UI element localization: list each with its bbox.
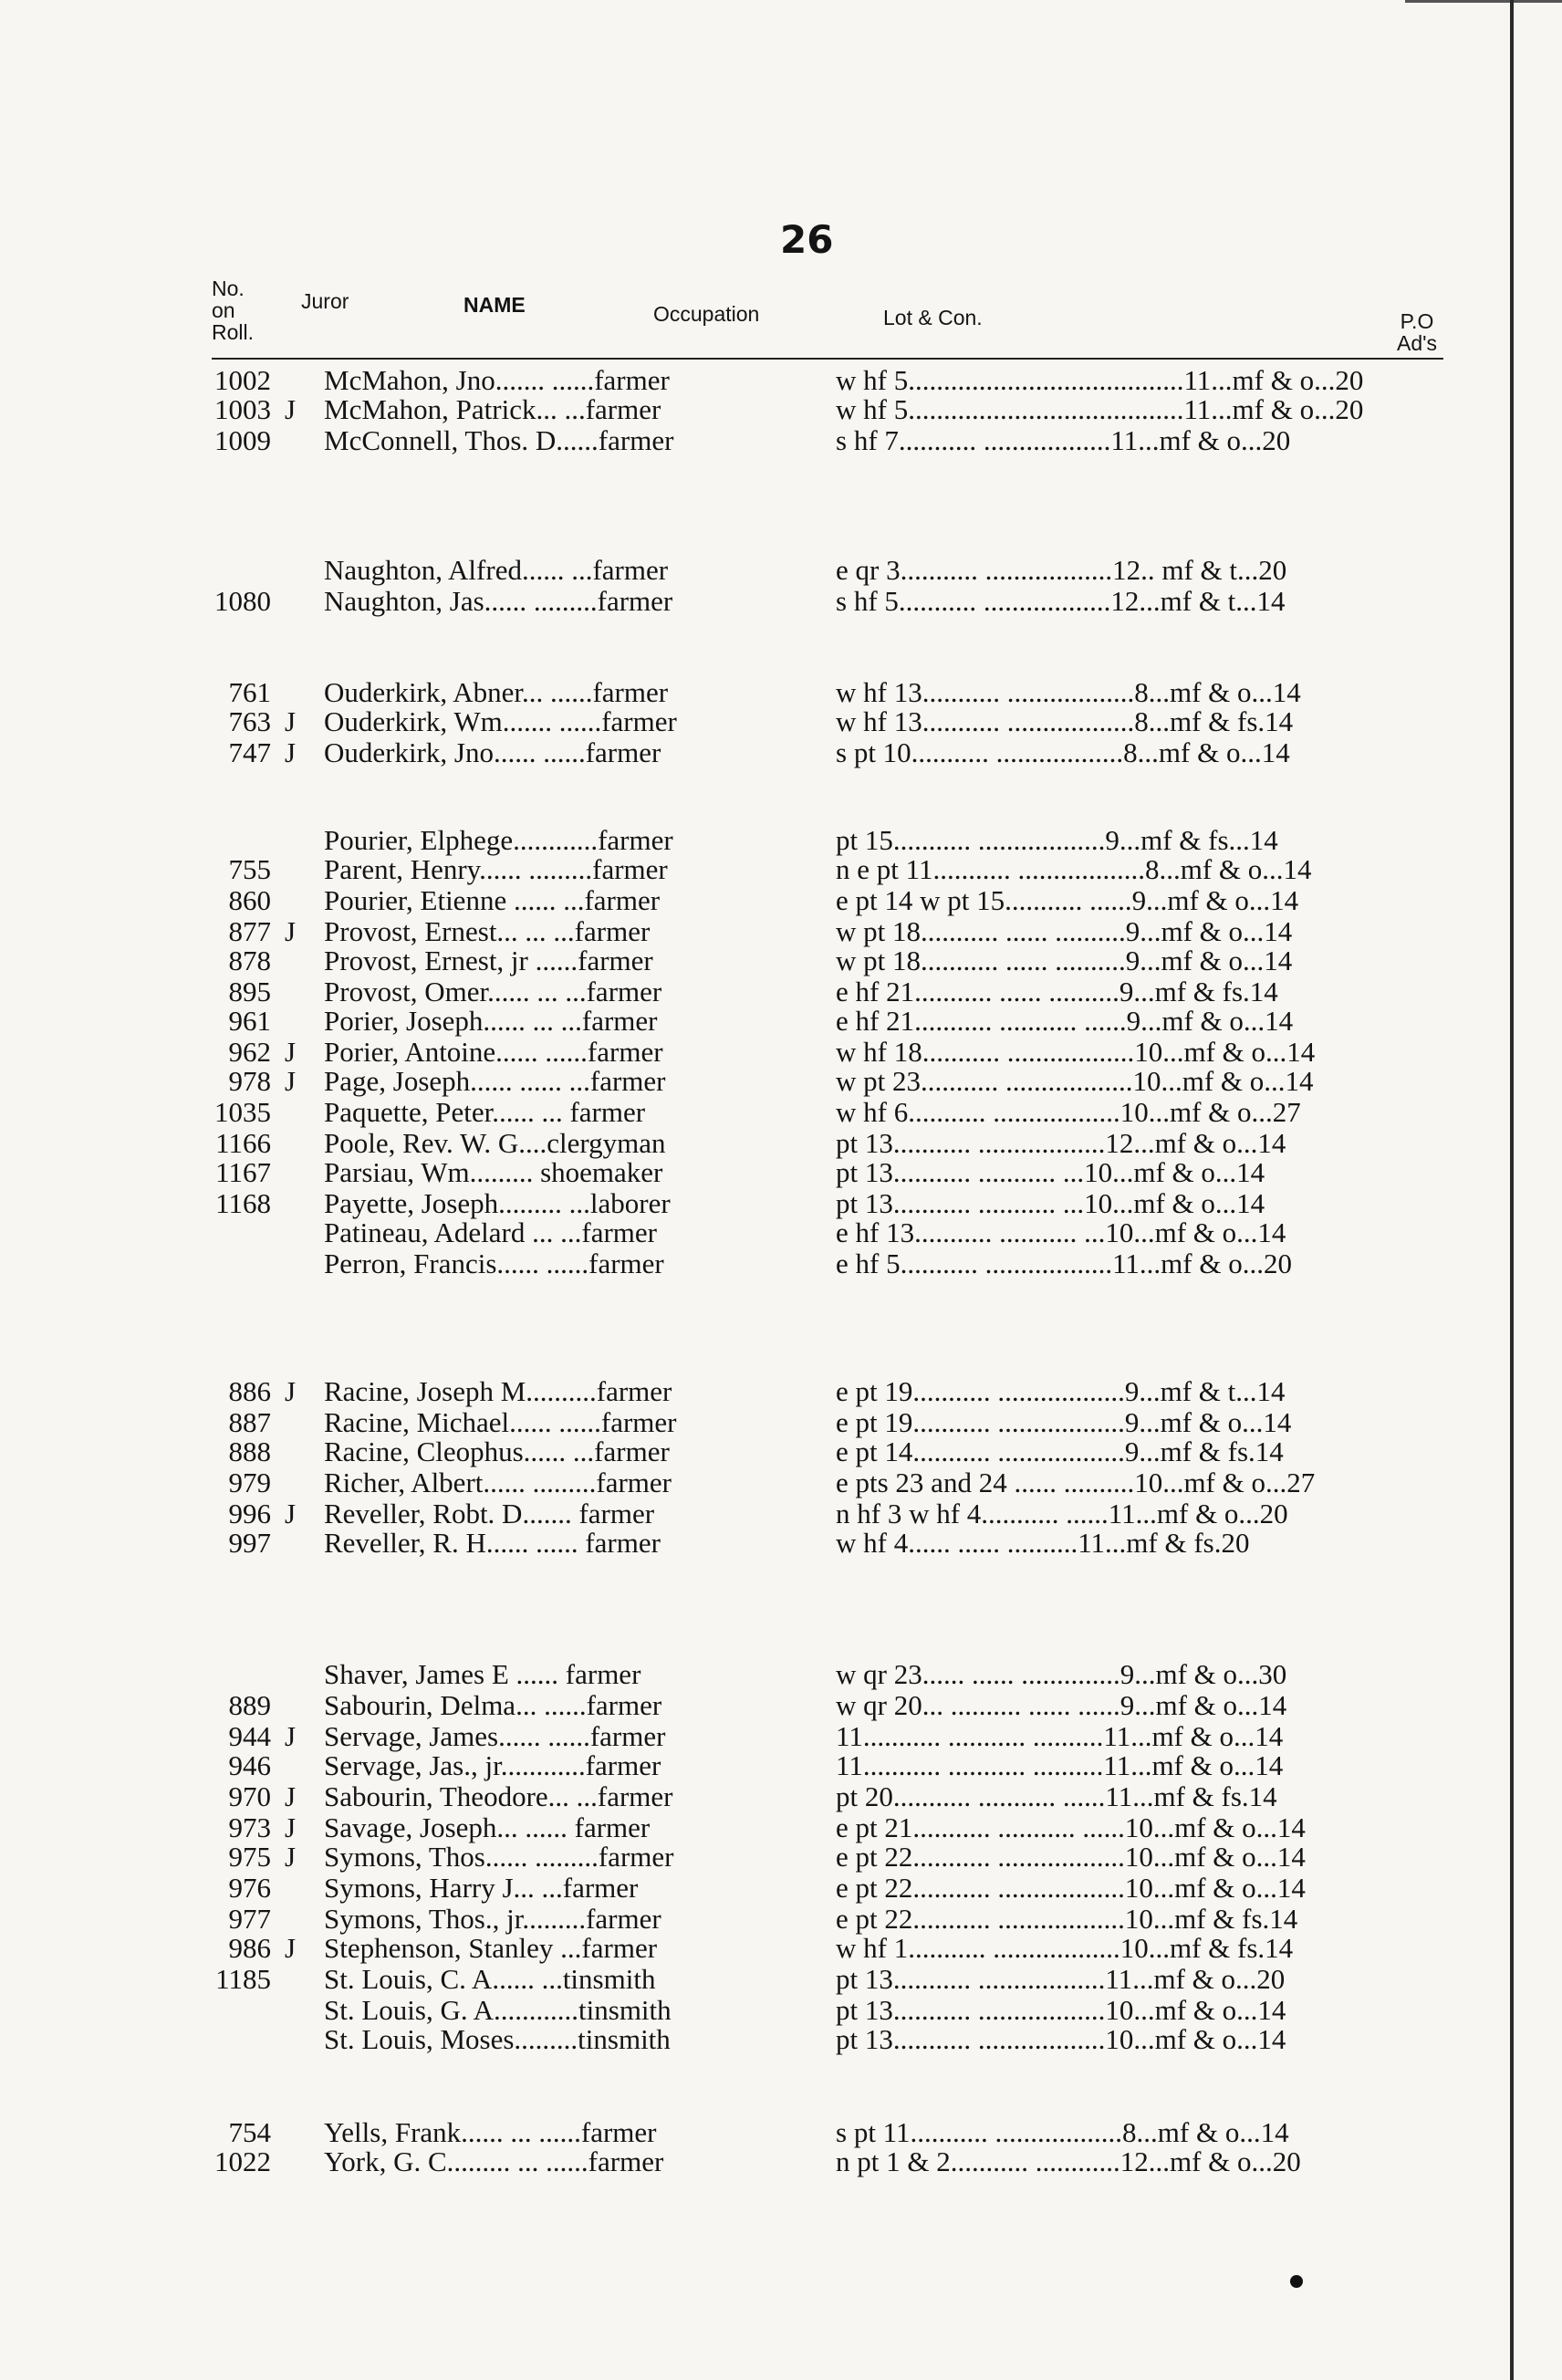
entry-name: Sabourin, Theodore... ...farmer (324, 1780, 673, 1812)
entry-lot-con: e pt 22........... ..................10...mf & o...14 (836, 1872, 1306, 1904)
entry-juror-mark: J (285, 1036, 297, 1068)
entry-juror-mark: J (285, 915, 297, 947)
entry-lot-con: pt 13........... ..................12...mf & o...14 (836, 1127, 1286, 1159)
entry-name: Perron, Francis...... ......farmer (324, 1247, 664, 1279)
entry-lot-con: e pts 23 and 24 ...... ..........10...mf & o...27 (836, 1467, 1316, 1498)
entry-roll-number: 747 (228, 736, 271, 768)
entry-name: McMahon, Jno....... ......farmer (324, 364, 670, 396)
entry-lot-con: e pt 19........... ..................9...mf & t...14 (836, 1375, 1286, 1407)
list-item (0, 1097, 1562, 1128)
list-item (0, 394, 1562, 425)
entry-juror-mark: J (285, 1720, 297, 1752)
entry-lot-con: s pt 11........... ..................8...mf & o...14 (836, 2116, 1289, 2148)
entry-roll-number: 860 (228, 884, 271, 916)
entry-name: Naughton, Jas...... .........farmer (324, 585, 673, 617)
entry-lot-con: n pt 1 & 2........... ............12...mf & o...20 (836, 2145, 1301, 2177)
entry-name: Ouderkirk, Jno...... ......farmer (324, 736, 661, 768)
entry-name: Yells, Frank...... ... ......farmer (324, 2116, 657, 2148)
entry-roll-number: 961 (228, 1005, 271, 1037)
entry-lot-con: e qr 3........... ..................12.. mf & t...20 (836, 554, 1287, 586)
entry-lot-con: e hf 13........... ........... ...10...mf & o...14 (836, 1216, 1286, 1248)
list-item (0, 1066, 1562, 1097)
list-item (0, 885, 1562, 916)
list-item (0, 2117, 1562, 2148)
entry-juror-mark: J (285, 1498, 297, 1529)
entry-name: St. Louis, G. A............tinsmith (324, 1994, 672, 2026)
entry-roll-number: 1166 (215, 1127, 271, 1159)
entry-juror-mark: J (285, 1375, 297, 1407)
entry-roll-number: 1009 (214, 424, 271, 456)
entry-name: Provost, Ernest, jr ......farmer (324, 945, 653, 976)
entry-name: Servage, James...... ......farmer (324, 1720, 666, 1752)
list-item (0, 1436, 1562, 1467)
header-occupation: Occupation (653, 302, 760, 326)
header-rule (212, 358, 1443, 360)
entry-roll-number: 886 (228, 1375, 271, 1407)
entry-name: Payette, Joseph......... ...laborer (324, 1187, 671, 1219)
list-item (0, 825, 1562, 856)
entry-lot-con: e hf 21........... ........... ......9...mf & o...14 (836, 1005, 1294, 1037)
entry-roll-number: 763 (228, 705, 271, 737)
list-item (0, 1933, 1562, 1964)
entry-juror-mark: J (285, 736, 297, 768)
entry-name: Paquette, Peter...... ... farmer (324, 1096, 646, 1128)
list-item (0, 1157, 1562, 1188)
entry-lot-con: 11........... ........... ..........11...mf & o...14 (836, 1720, 1284, 1752)
list-item (0, 976, 1562, 1007)
entry-lot-con: w hf 6........... ..................10...mf & o...27 (836, 1096, 1301, 1128)
entry-roll-number: 970 (228, 1780, 271, 1812)
entry-roll-number: 1003 (214, 393, 271, 425)
entry-name: Patineau, Adelard ... ...farmer (324, 1216, 657, 1248)
entry-roll-number: 895 (228, 976, 271, 1007)
entry-juror-mark: J (285, 1780, 297, 1812)
entry-lot-con: w pt 18........... ...... ..........9...mf & o...14 (836, 915, 1293, 947)
entry-roll-number: 1035 (214, 1096, 271, 1128)
entry-roll-number: 977 (228, 1903, 271, 1935)
entry-juror-mark: J (285, 1841, 297, 1873)
list-item (0, 1904, 1562, 1935)
list-item (0, 706, 1562, 737)
list-item (0, 1188, 1562, 1219)
entry-name: Symons, Thos., jr.........farmer (324, 1903, 661, 1935)
entry-name: Provost, Omer...... ... ...farmer (324, 976, 662, 1007)
entry-lot-con: e hf 5........... ..................11...mf & o...20 (836, 1247, 1292, 1279)
list-item (0, 555, 1562, 586)
entry-lot-con: s pt 10........... ..................8...mf & o...14 (836, 736, 1290, 768)
list-item (0, 2146, 1562, 2177)
entry-lot-con: pt 15........... ..................9...mf & fs...14 (836, 824, 1278, 856)
entry-lot-con: e pt 14........... ..................9...mf & fs.14 (836, 1435, 1284, 1467)
header-roll: No. on Roll. (212, 277, 255, 344)
entry-name: Stephenson, Stanley ...farmer (324, 1932, 658, 1964)
entry-name: Parsiau, Wm......... shoemaker (324, 1156, 663, 1188)
entry-roll-number: 975 (228, 1841, 271, 1873)
list-item (0, 1128, 1562, 1159)
ink-dot (1290, 2275, 1303, 2288)
list-item (0, 1964, 1562, 1995)
entry-name: Porier, Joseph...... ... ...farmer (324, 1005, 658, 1037)
list-item (0, 2024, 1562, 2055)
entry-name: Symons, Harry J... ...farmer (324, 1872, 639, 1904)
list-item (0, 1812, 1562, 1843)
entry-name: St. Louis, C. A...... ...tinsmith (324, 1963, 656, 1995)
entry-lot-con: pt 13........... ..................10...mf & o...14 (836, 2023, 1286, 2055)
list-item (0, 854, 1562, 885)
entry-roll-number: 887 (228, 1406, 271, 1438)
entry-name: Ouderkirk, Abner... ......farmer (324, 676, 669, 708)
header-lot-con: Lot & Con. (883, 306, 983, 329)
list-item (0, 1690, 1562, 1721)
list-item (0, 945, 1562, 976)
entry-name: Sabourin, Delma... ......farmer (324, 1689, 662, 1721)
entry-roll-number: 996 (228, 1498, 271, 1529)
entry-name: Parent, Henry...... .........farmer (324, 853, 668, 885)
entry-roll-number: 1167 (215, 1156, 271, 1188)
list-item (0, 1781, 1562, 1812)
entry-roll-number: 973 (228, 1811, 271, 1843)
list-item (0, 737, 1562, 768)
list-item (0, 586, 1562, 617)
entry-roll-number: 997 (228, 1527, 271, 1559)
entry-lot-con: w hf 4...... ...... ..........11...mf & fs.20 (836, 1527, 1250, 1559)
entry-juror-mark: J (285, 705, 297, 737)
entry-name: York, G. C......... ... ......farmer (324, 2145, 664, 2177)
entry-roll-number: 1080 (214, 585, 271, 617)
entry-name: McMahon, Patrick... ...farmer (324, 393, 661, 425)
entry-roll-number: 878 (228, 945, 271, 976)
entry-lot-con: w pt 23........... ..................10...mf & o...14 (836, 1065, 1314, 1097)
entry-lot-con: e pt 22........... ..................10...mf & o...14 (836, 1841, 1306, 1873)
entry-lot-con: w qr 23...... ...... ..............9...mf & o...30 (836, 1658, 1287, 1690)
list-item (0, 677, 1562, 708)
entry-lot-con: w hf 18........... ..................10...mf & o...14 (836, 1036, 1316, 1068)
entry-juror-mark: J (285, 393, 297, 425)
entry-roll-number: 946 (228, 1749, 271, 1781)
entry-roll-number: 1168 (215, 1187, 271, 1219)
list-item (0, 1217, 1562, 1248)
entry-lot-con: n e pt 11........... ..................8...mf & o...14 (836, 853, 1312, 885)
entry-roll-number: 755 (228, 853, 271, 885)
list-item (0, 1995, 1562, 2026)
entry-name: Racine, Cleophus...... ...farmer (324, 1435, 670, 1467)
entry-name: Ouderkirk, Wm....... ......farmer (324, 705, 677, 737)
entry-lot-con: w hf 1........... ..................10...mf & fs.14 (836, 1932, 1294, 1964)
entry-name: Savage, Joseph... ...... farmer (324, 1811, 651, 1843)
entry-name: Provost, Ernest... ... ...farmer (324, 915, 651, 947)
entry-lot-con: e pt 19........... ..................9...mf & o...14 (836, 1406, 1292, 1438)
entry-lot-con: pt 20........... ........... ......11...mf & fs.14 (836, 1780, 1277, 1812)
entry-roll-number: 986 (228, 1932, 271, 1964)
entry-name: McConnell, Thos. D......farmer (324, 424, 674, 456)
entry-roll-number: 877 (228, 915, 271, 947)
page-edge-rule (1405, 0, 1562, 3)
entry-lot-con: pt 13........... ..................11...mf & o...20 (836, 1963, 1286, 1995)
list-item (0, 365, 1562, 396)
entry-roll-number: 979 (228, 1467, 271, 1498)
entry-name: Reveller, R. H...... ...... farmer (324, 1527, 661, 1559)
entry-name: Symons, Thos...... .........farmer (324, 1841, 674, 1873)
entry-lot-con: w pt 18........... ...... ..........9...mf & o...14 (836, 945, 1293, 976)
entry-lot-con: w hf 13........... ..................8...mf & fs.14 (836, 705, 1294, 737)
list-item (0, 1659, 1562, 1690)
entry-lot-con: e pt 21........... ........... ......10...mf & o...14 (836, 1811, 1306, 1843)
entry-lot-con: w qr 20... .......... ...... ......9...mf & o...14 (836, 1689, 1287, 1721)
list-item (0, 1721, 1562, 1752)
entry-roll-number: 888 (228, 1435, 271, 1467)
header-name: NAME (463, 293, 526, 317)
list-item (0, 916, 1562, 947)
list-item (0, 1467, 1562, 1498)
entry-name: Page, Joseph...... ...... ...farmer (324, 1065, 666, 1097)
entry-name: St. Louis, Moses.........tinsmith (324, 2023, 671, 2055)
entry-lot-con: s hf 5........... ..................12...mf & t...14 (836, 585, 1286, 617)
entry-roll-number: 761 (228, 676, 271, 708)
entry-roll-number: 1022 (214, 2145, 271, 2177)
list-item (0, 1407, 1562, 1438)
entry-name: Racine, Michael...... ......farmer (324, 1406, 677, 1438)
entry-roll-number: 978 (228, 1065, 271, 1097)
list-item (0, 1528, 1562, 1559)
entry-roll-number: 944 (228, 1720, 271, 1752)
entry-name: Servage, Jas., jr............farmer (324, 1749, 661, 1781)
list-item (0, 1376, 1562, 1407)
list-item (0, 1006, 1562, 1037)
entry-lot-con: pt 13........... ..................10...mf & o...14 (836, 1994, 1286, 2026)
page-number: 26 (780, 217, 834, 262)
entry-lot-con: e hf 21........... ...... ..........9...mf & fs.14 (836, 976, 1278, 1007)
list-item (0, 1498, 1562, 1529)
entry-lot-con: n hf 3 w hf 4........... ......11...mf & o...20 (836, 1498, 1288, 1529)
entry-juror-mark: J (285, 1811, 297, 1843)
entry-name: Porier, Antoine...... ......farmer (324, 1036, 663, 1068)
entry-name: Pourier, Elphege............farmer (324, 824, 673, 856)
entry-lot-con: w hf 5.......................................11...mf & o...20 (836, 393, 1364, 425)
entry-roll-number: 962 (228, 1036, 271, 1068)
entry-name: Racine, Joseph M..........farmer (324, 1375, 672, 1407)
entry-lot-con: w hf 5.......................................11...mf & o...20 (836, 364, 1364, 396)
entry-roll-number: 754 (228, 2116, 271, 2148)
entry-roll-number: 976 (228, 1872, 271, 1904)
entry-name: Poole, Rev. W. G....clergyman (324, 1127, 666, 1159)
list-item (0, 425, 1562, 456)
list-item (0, 1248, 1562, 1279)
entry-lot-con: pt 13........... ........... ...10...mf & o...14 (836, 1156, 1265, 1188)
entry-juror-mark: J (285, 1065, 297, 1097)
entry-name: Naughton, Alfred...... ...farmer (324, 554, 669, 586)
entry-lot-con: e pt 14 w pt 15........... ......9...mf & o...14 (836, 884, 1299, 916)
entry-roll-number: 889 (228, 1689, 271, 1721)
entry-name: Richer, Albert...... .........farmer (324, 1467, 672, 1498)
header-juror: Juror (301, 289, 349, 313)
list-item (0, 1873, 1562, 1904)
entry-lot-con: pt 13........... ........... ...10...mf & o...14 (836, 1187, 1265, 1219)
entry-lot-con: 11........... ........... ..........11...mf & o...14 (836, 1749, 1284, 1781)
list-item (0, 1037, 1562, 1068)
entry-name: Shaver, James E ...... farmer (324, 1658, 641, 1690)
entry-name: Pourier, Etienne ...... ...farmer (324, 884, 661, 916)
entry-lot-con: w hf 13........... ..................8...mf & o...14 (836, 676, 1301, 708)
list-item (0, 1842, 1562, 1873)
entry-name: Reveller, Robt. D....... farmer (324, 1498, 655, 1529)
entry-lot-con: s hf 7........... ..................11...mf & o...20 (836, 424, 1291, 456)
entry-juror-mark: J (285, 1932, 297, 1964)
entry-lot-con: e pt 22........... ..................10...mf & fs.14 (836, 1903, 1298, 1935)
list-item (0, 1750, 1562, 1781)
entry-roll-number: 1185 (215, 1963, 271, 1995)
header-po: P.O Ad's (1396, 309, 1438, 355)
entry-roll-number: 1002 (214, 364, 271, 396)
